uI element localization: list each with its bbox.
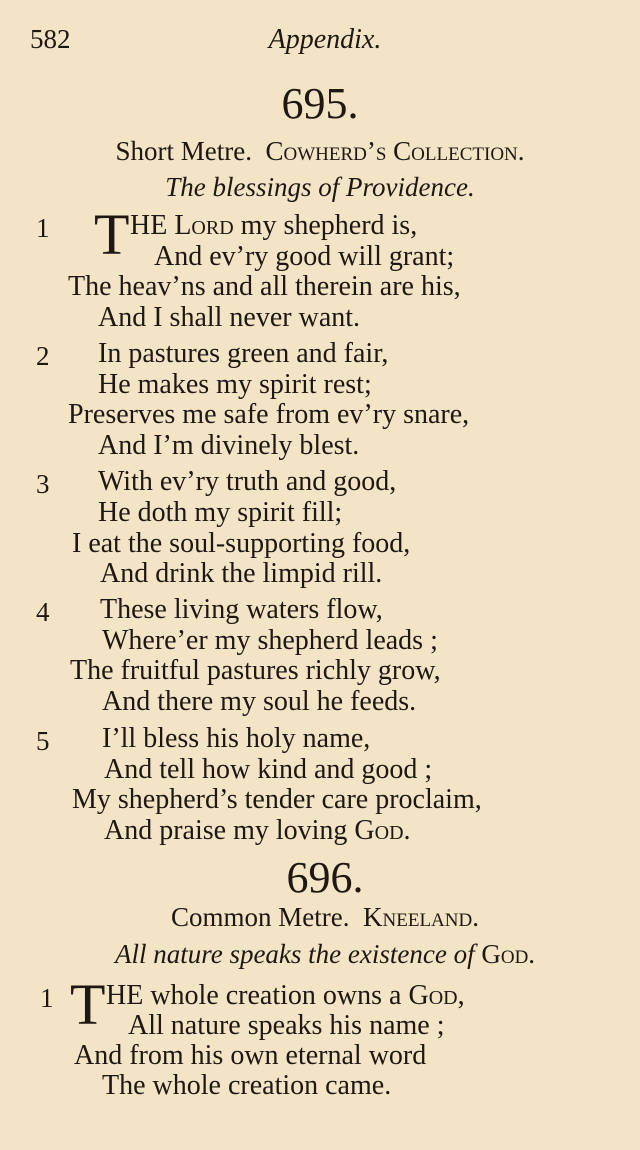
metre-label: Common Metre. bbox=[171, 902, 350, 932]
verse-line: And there my soul he feeds. bbox=[102, 686, 417, 717]
verse-line: And I’m divinely blest. bbox=[98, 430, 360, 461]
verse-line: My shepherd’s tender care proclaim, bbox=[72, 784, 482, 815]
hymn-source: Cowherd’s Collection. bbox=[265, 136, 525, 166]
verse-line bbox=[130, 210, 417, 242]
line-text: HE whole creation owns a bbox=[106, 980, 409, 1011]
verse-number: 3 bbox=[36, 469, 50, 499]
line-text: my shepherd is, bbox=[233, 210, 418, 241]
god-word: God. bbox=[354, 815, 411, 846]
verse-line: The whole creation came. bbox=[102, 1070, 392, 1101]
hymn-source: Kneeland. bbox=[363, 902, 479, 932]
verse-line: And I shall never want. bbox=[98, 302, 361, 333]
hymn-number: 695. bbox=[281, 79, 359, 128]
verse-number: 1 bbox=[36, 213, 50, 243]
verse-line: And ev’ry good will grant; bbox=[154, 241, 455, 272]
hymn-metre-line bbox=[0, 902, 640, 933]
hymn-subtitle: The blessings of Providence. bbox=[165, 172, 475, 202]
verse-line: The fruitful pastures richly grow, bbox=[70, 655, 441, 686]
verse-number: 2 bbox=[36, 341, 50, 371]
hymn-subtitle bbox=[0, 939, 640, 970]
verse-line: He makes my spirit rest; bbox=[98, 369, 372, 400]
god-word: God, bbox=[408, 980, 465, 1011]
lord-word: Lord bbox=[174, 210, 234, 241]
line-text: And praise my loving bbox=[104, 815, 355, 846]
verse-line: Preserves me safe from ev’ry snare, bbox=[68, 399, 470, 430]
drop-cap: T bbox=[94, 202, 130, 267]
hymn-metre-line bbox=[0, 136, 640, 167]
metre-label: Short Metre. bbox=[115, 136, 252, 166]
god-word: God. bbox=[481, 939, 536, 969]
page-number: 582 bbox=[30, 24, 71, 54]
verse-number: 4 bbox=[36, 597, 50, 627]
verse-number: 1 bbox=[40, 983, 54, 1013]
verse-line: The heav’ns and all therein are his, bbox=[68, 271, 461, 302]
verse-line: And tell how kind and good ; bbox=[104, 754, 433, 785]
verse-line: Where’er my shepherd leads ; bbox=[102, 625, 438, 656]
hymn-number: 696. bbox=[286, 853, 364, 902]
verse-line: All nature speaks his name ; bbox=[128, 1010, 445, 1041]
running-title: Appendix. bbox=[268, 24, 382, 55]
subtitle-text: All nature speaks the existence of bbox=[114, 939, 482, 969]
verse-line bbox=[104, 815, 411, 847]
verse-line: He doth my spirit fill; bbox=[98, 497, 343, 528]
verse-line: These living waters flow, bbox=[100, 594, 383, 625]
verse-line: I eat the soul-supporting food, bbox=[72, 528, 411, 559]
verse-number: 5 bbox=[36, 726, 50, 756]
verse-line: And drink the limpid rill. bbox=[100, 558, 383, 589]
verse-line: With ev’ry truth and good, bbox=[98, 466, 397, 497]
verse-line: In pastures green and fair, bbox=[98, 338, 389, 369]
drop-cap: T bbox=[70, 972, 106, 1037]
verse-line bbox=[106, 980, 465, 1012]
line-text: HE bbox=[130, 210, 175, 241]
verse-line: I’ll bless his holy name, bbox=[102, 723, 371, 754]
verse-line: And from his own eternal word bbox=[74, 1040, 427, 1071]
